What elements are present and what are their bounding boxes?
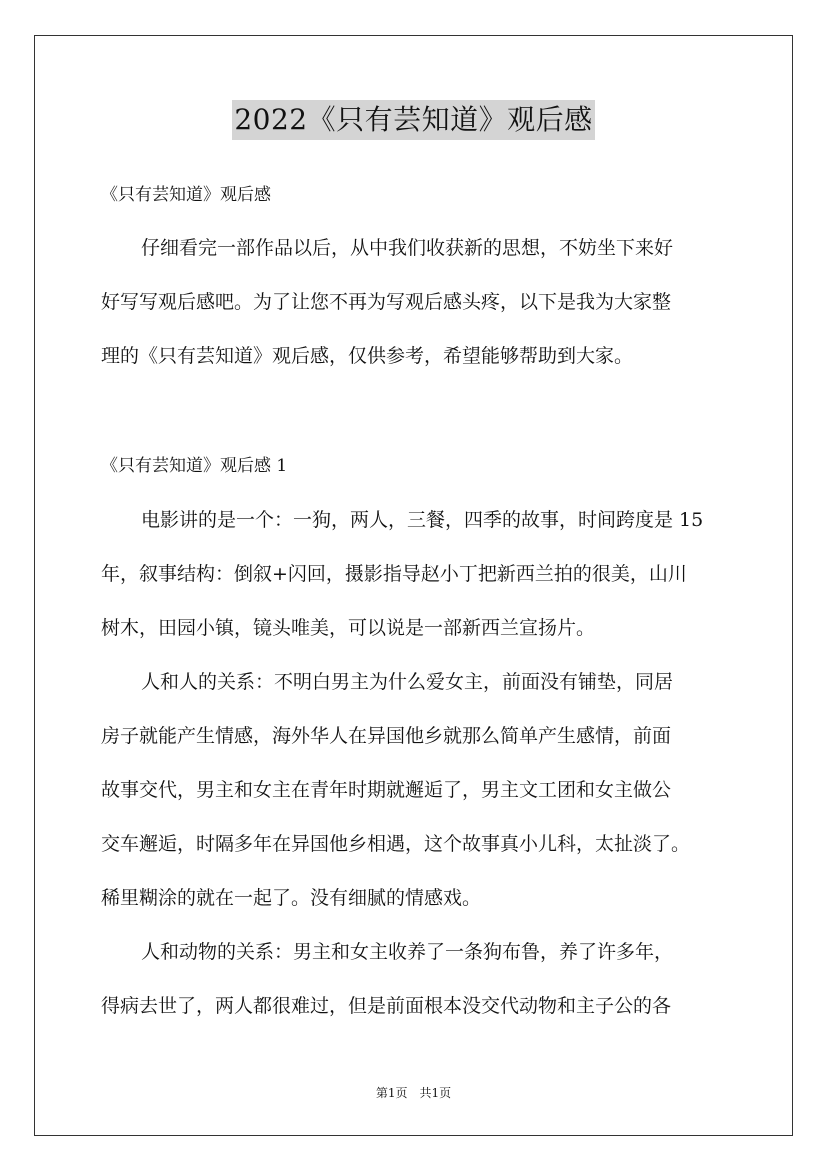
title-container: [0, 100, 827, 140]
section-heading: 《只有芸知道》观后感 1: [101, 456, 288, 476]
intro-line: 理的《只有芸知道》观后感，仅供参考，希望能够帮助到大家。: [101, 345, 634, 367]
paragraph-line: 年，叙事结构：倒叙+闪回，摄影指导赵小丁把新西兰拍的很美，山川: [101, 563, 687, 585]
paragraph-line: 人和动物的关系：男主和女主收养了一条狗布鲁，养了许多年，: [141, 941, 674, 963]
intro-line: 好写写观后感吧。为了让您不再为写观后感头疼，以下是我为大家整: [101, 291, 672, 313]
paragraph-line: 房子就能产生情感，海外华人在异国他乡就那么简单产生感情，前面: [101, 725, 672, 747]
paragraph-line: 电影讲的是一个：一狗，两人，三餐，四季的故事，时间跨度是 15: [141, 509, 704, 531]
paragraph-line: 树木，田园小镇，镜头唯美，可以说是一部新西兰宣扬片。: [101, 617, 596, 639]
paragraph-line: 人和人的关系：不明白男主为什么爱女主，前面没有铺垫，同居: [141, 671, 674, 693]
paragraph-line: 得病去世了，两人都很难过，但是前面根本没交代动物和主子公的各: [101, 995, 672, 1017]
paragraph-line: 稀里糊涂的就在一起了。没有细腻的情感戏。: [101, 887, 482, 909]
document-title: 2022《只有芸知道》观后感: [232, 100, 594, 140]
page-footer: 第1页 共1页: [375, 1086, 452, 1100]
intro-heading: 《只有芸知道》观后感: [101, 185, 271, 205]
paragraph-line: 故事交代，男主和女主在青年时期就邂逅了，男主文工团和女主做公: [101, 779, 672, 801]
intro-line: 仔细看完一部作品以后，从中我们收获新的思想，不妨坐下来好: [141, 237, 674, 259]
paragraph-line: 交车邂逅，时隔多年在异国他乡相遇，这个故事真小儿科，太扯淡了。: [101, 833, 691, 855]
